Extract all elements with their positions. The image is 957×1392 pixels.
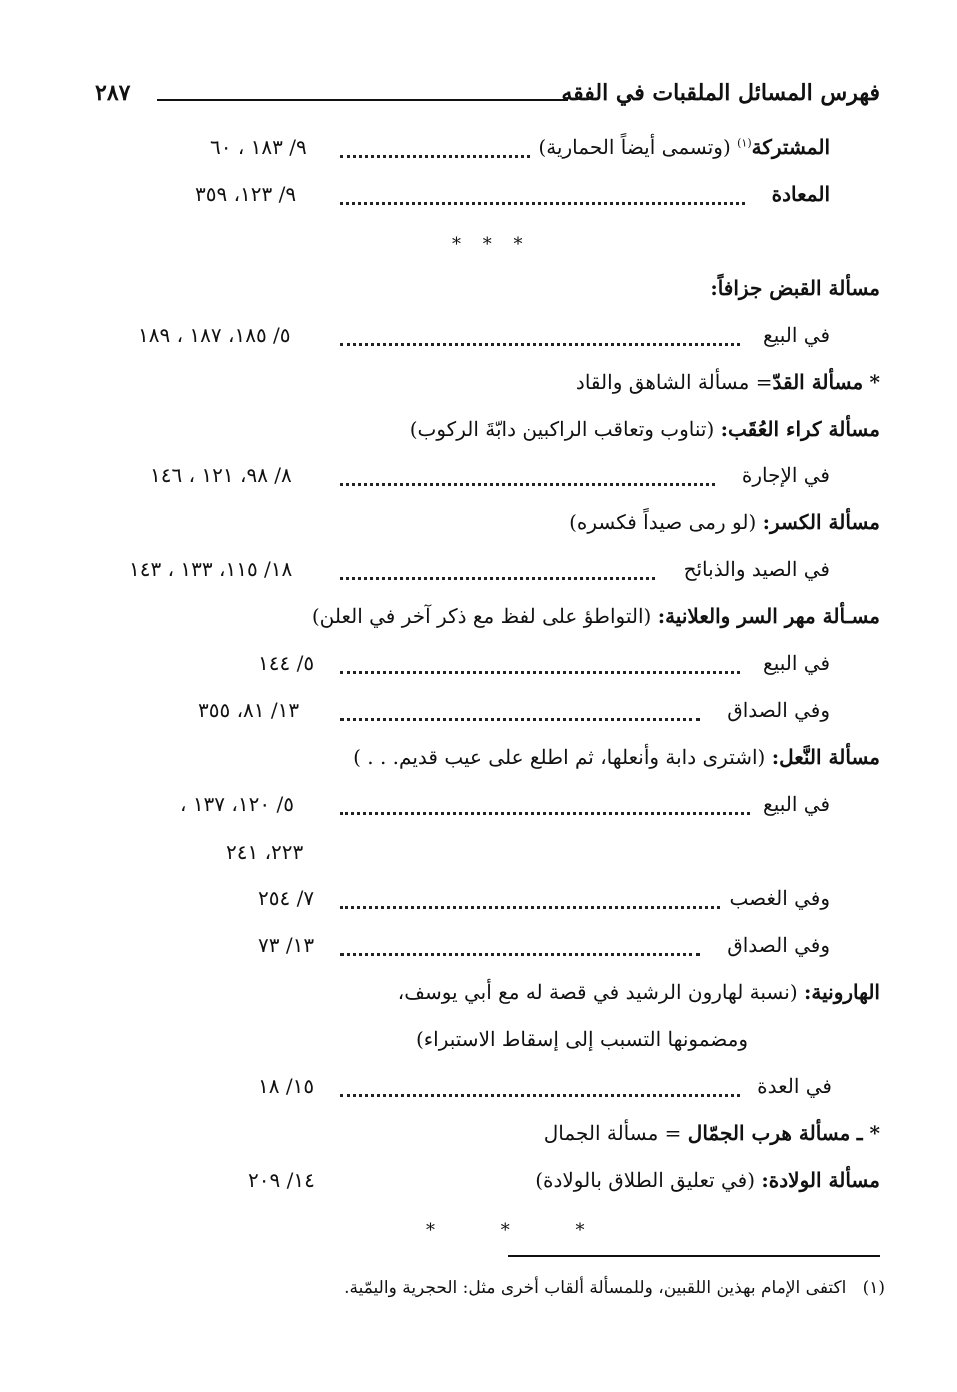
entry-term: مسألة هرب الجمّال [687,1121,851,1145]
entry-term: مسألة الولادة: [761,1168,880,1192]
entry-term: مسألة كراء العُقَب: [720,417,880,441]
entry-description: (تناوب وتعاقب الراكبين دابّةَ الركوب) [409,417,721,441]
star-marker: * ـ [856,1121,880,1145]
index-entry [140,463,830,497]
index-entry [180,182,830,216]
index-entry [250,651,830,685]
index-entry [180,792,830,826]
footnote-mark: (١) [862,1278,885,1298]
leader-dots [340,798,750,815]
header-title: فهرس المسائل الملقبات في الفقه [561,80,880,106]
index-heading [180,510,880,544]
leader-dots [340,704,700,721]
entry-term: مسألة النَّعل: [771,745,880,769]
entry-description: في الصيد والذبائح [683,557,830,581]
leader-dots [340,329,740,346]
page-number: ٢٨٧ [95,80,131,106]
index-entry [250,886,830,920]
entry-reference: ٨/ ٩٨، ١٢١ ، ١٤٦ [150,463,292,487]
entry-description: وفي الغصب [729,886,830,910]
entry-term: المشتركة [751,135,830,159]
entry-description: (نسبة لهارون الرشيد في قصة له مع أبي يوسف، [397,980,804,1004]
index-entry [130,323,830,357]
section-separator: * * * [426,1220,615,1241]
leader-dots [340,188,745,205]
entry-description: في البيع [763,651,830,675]
entry-reference: ١٨/ ١١٥، ١٣٣ ، ١٤٣ [129,557,293,581]
section-separator: * * * [452,234,531,255]
index-entry [180,1121,880,1155]
entry-reference: ٩/ ١٢٣، ٣٥٩ [195,182,297,206]
entry-reference: ٧/ ٢٥٤ [258,886,315,910]
index-entry [180,370,880,404]
index-entry [250,933,830,967]
entry-reference: ٥/ ١٢٠، ١٣٧ ، [180,792,294,816]
leader-dots [340,141,530,158]
footnote-mark: (١) [737,136,752,150]
entry-term: مسـألة مهر السر والعلانية: [657,604,880,628]
index-entry [230,1168,880,1202]
star-marker: * [869,370,880,394]
entry-description: (في تعليق الطلاق بالولادة) [535,1168,762,1192]
index-entry [250,1074,832,1108]
entry-description: في البيع [763,792,830,816]
index-entry [190,698,830,732]
entry-term: مسألة الكسر: [762,510,880,534]
leader-dots [340,469,715,486]
index-entry-continuation [220,840,340,874]
running-header [95,80,880,116]
entry-term: مسألة القدّ [772,370,864,394]
entry-reference: ١٥/ ١٨ [258,1074,315,1098]
index-heading-continuation [180,1027,748,1061]
entry-description: (لو رمى صيداً فكسره) [569,510,763,534]
index-entry [125,557,830,591]
footnote-text: اكتفى الإمام بهذين اللقبين، وللمسألة ألقاب أخرى مثل: الحجرية واليمّية. [344,1278,847,1298]
entry-reference: ١٣/ ٧٣ [258,933,315,957]
entry-description: ومضمونها التسبب إلى إسقاط الاستبراء) [415,1027,748,1051]
entry-term: الهارونية: [804,980,880,1004]
entry-description: = مسألة الجمال [543,1121,688,1145]
footnote-rule [508,1255,880,1257]
entry-description: وفي الصداق [727,933,830,957]
entry-term: المعادة [771,182,830,206]
index-entry [180,135,830,169]
entry-reference: ١٣/ ٨١، ٣٥٥ [198,698,300,722]
leader-dots [340,657,740,674]
entry-description: في البيع [763,323,830,347]
entry-description: = مسألة الشاهق والقاد [575,370,773,394]
header-rule [157,99,568,101]
footnote [344,1278,885,1298]
entry-reference: ١٤/ ٢٠٩ [248,1168,315,1192]
index-heading [180,276,880,310]
index-heading [180,417,880,451]
leader-dots [340,892,720,909]
leader-dots [340,939,700,956]
entry-reference: ٢٢٣، ٢٤١ [226,840,304,864]
index-heading [180,745,880,779]
index-heading [180,604,880,638]
leader-dots [340,563,655,580]
leader-dots [340,1080,740,1097]
entry-description: (اشترى دابة وأنعلها، ثم اطلع على عيب قديم. . . ) [353,745,772,769]
entry-description: وفي الصداق [727,698,830,722]
entry-description: في العدة [757,1074,832,1098]
entry-description: (وتسمى أيضاً الحمارية) [538,135,738,159]
entry-reference: ٥/ ١٨٥، ١٨٧ ، ١٨٩ [138,323,291,347]
entry-reference: ٥/ ١٤٤ [258,651,315,675]
entry-term: مسألة القبض جزافاً: [710,276,880,300]
entry-description: (التواطؤ على لفظ مع ذكر آخر في العلن) [311,604,658,628]
entry-description: في الإجارة [741,463,830,487]
entry-reference: ٩/ ١٨٣ ، ٦٠ [210,135,307,159]
index-heading [180,980,880,1014]
